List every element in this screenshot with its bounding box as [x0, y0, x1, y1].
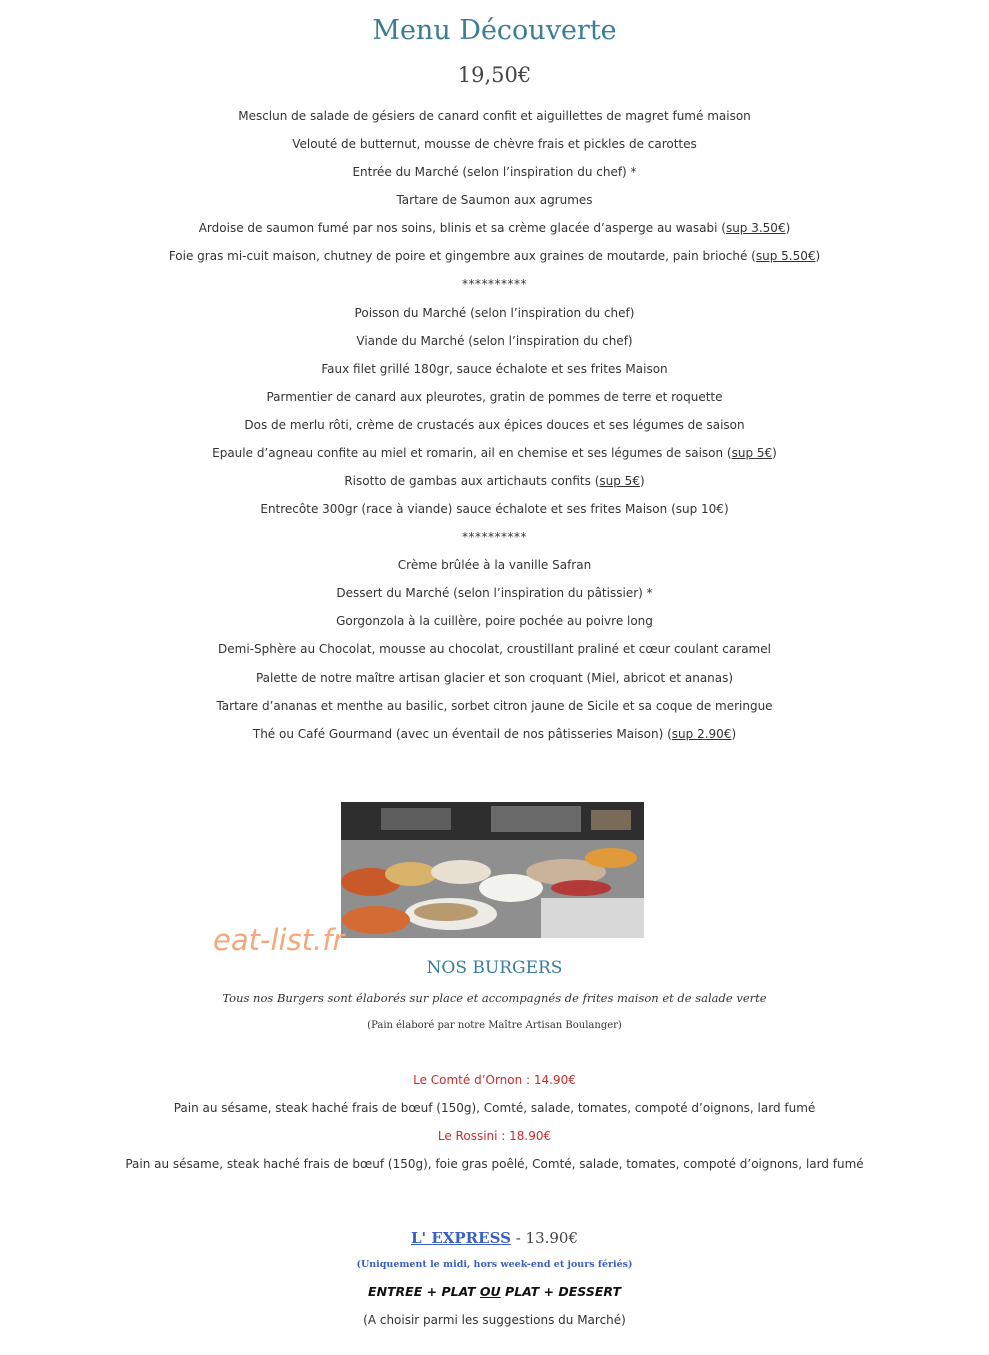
express-link[interactable]: L' EXPRESS — [410, 1229, 511, 1247]
menu-item-text: ********** — [462, 530, 527, 545]
express-choice-note: (A choisir parmi les suggestions du Marché) — [363, 1313, 626, 1327]
menu-item — [0, 607, 989, 635]
menu-item-text: Demi-Sphère au Chocolat, mousse au chocolat, croustillant praliné et cœur coulant caramel — [218, 642, 771, 657]
menu-item-text: Epaule d’agneau confite au miel et romarin, ail en chemise et ses légumes de saison ( — [212, 445, 732, 460]
menu-item — [0, 635, 989, 663]
menu-item-text: Entrée du Marché (selon l’inspiration du chef) * — [352, 165, 637, 180]
menu-item — [0, 383, 989, 411]
menu-item-text: Faux filet grillé 180gr, sauce échalote et ses frites Maison — [321, 361, 668, 376]
menu-item — [0, 664, 989, 692]
menu-item-text: ********** — [462, 277, 527, 292]
express-note: (Uniquement le midi, hors week-end et jours fériés) — [356, 1259, 633, 1270]
menu-item — [0, 439, 989, 467]
menu-item-text: Risotto de gambas aux artichauts confits ( — [344, 474, 600, 489]
menu-item-text: Ardoise de saumon fumé par nos soins, blinis et sa crème glacée d’asperge au wasabi ( — [198, 221, 726, 236]
express-heading — [0, 1226, 989, 1250]
menu-item — [0, 355, 989, 383]
burger-description: Pain au sésame, steak haché frais de bœuf (150g), foie gras poêlé, Comté, salade, tomates, compoté d’oignons, lard fumé — [125, 1157, 864, 1171]
express-price: - 13.90€ — [510, 1229, 579, 1247]
bread-note: (Pain élaboré par notre Maître Artisan Boulanger) — [367, 1020, 622, 1031]
menu-item-text: Tartare d’ananas et menthe au basilic, sorbet citron jaune de Sicile et sa coque de meringue — [216, 698, 773, 713]
menu-item — [0, 720, 989, 748]
menu-item — [0, 158, 989, 186]
menu-item-text: Foie gras mi-cuit maison, chutney de poire et gingembre aux graines de moutarde, pain brioché ( — [168, 249, 756, 264]
menu-item-text: Thé ou Café Gourmand (avec un éventail de nos pâtisseries Maison) ( — [252, 726, 672, 741]
formula-or: OU — [479, 1284, 501, 1299]
menu-item-text: Crème brûlée à la vanille Safran — [397, 558, 592, 573]
menu-item — [0, 579, 989, 607]
menu-item — [0, 327, 989, 355]
buffet-photo — [341, 802, 644, 938]
supplement-close: ) — [772, 445, 777, 460]
menu-item-text: Gorgonzola à la cuillère, poire pochée au poivre long — [336, 614, 653, 629]
menu-item — [0, 299, 989, 327]
supplement-close: ) — [639, 474, 645, 489]
menu-item — [0, 214, 989, 242]
menu-item-text: Viande du Marché (selon l’inspiration du chef) — [356, 333, 633, 348]
menu-price: 19,50€ — [457, 63, 532, 87]
menu-item — [0, 411, 989, 439]
menu-item — [0, 692, 989, 720]
menu-title: Menu Découverte — [372, 15, 617, 46]
menu-item-text: Palette de notre maître artisan glacier et son croquant (Miel, abricot et ananas) — [255, 670, 734, 685]
buffet-image — [341, 802, 644, 938]
burgers-note: Tous nos Burgers sont élaborés sur place et accompagnés de frites maison et de salade verte — [222, 991, 767, 1005]
supplement-close: ) — [815, 249, 821, 264]
menu-item-text: Poisson du Marché (selon l’inspiration du chef) — [354, 305, 635, 320]
menu-item-text: Entrecôte 300gr (race à viande) sauce échalote et ses frites Maison (sup 10€) — [260, 502, 729, 517]
menu-list — [0, 102, 989, 748]
menu-item — [0, 242, 989, 270]
menu-item — [0, 130, 989, 158]
menu-separator — [0, 523, 989, 551]
supplement-price: sup 5.50€ — [755, 249, 816, 264]
menu-item-text: Parmentier de canard aux pleurotes, gratin de pommes de terre et roquette — [266, 389, 723, 404]
menu-item — [0, 186, 989, 214]
formula-part-a: ENTREE + PLAT — [368, 1284, 480, 1299]
supplement-close: ) — [785, 221, 791, 236]
menu-item-text: Tartare de Saumon aux agrumes — [396, 193, 593, 208]
formula-part-b: PLAT + DESSERT — [500, 1284, 621, 1299]
menu-item-text: Velouté de butternut, mousse de chèvre frais et pickles de carottes — [292, 137, 697, 152]
menu-item-text: Mesclun de salade de gésiers de canard confit et aiguillettes de magret fumé maison — [238, 109, 751, 123]
burger-name: Le Rossini : 18.90€ — [437, 1129, 552, 1143]
supplement-price: sup 5€ — [599, 474, 640, 489]
watermark: eat-list.fr — [213, 923, 345, 957]
burgers-title: NOS BURGERS — [426, 958, 563, 978]
menu-item — [0, 495, 989, 523]
burger-description: Pain au sésame, steak haché frais de bœuf (150g), Comté, salade, tomates, compoté d’oignons, lard fumé — [173, 1101, 816, 1115]
supplement-close: ) — [731, 726, 737, 741]
menu-item-text: Dessert du Marché (selon l’inspiration du pâtissier) * — [336, 586, 653, 601]
menu-item-text: Dos de merlu rôti, crème de crustacés aux épices douces et ses légumes de saison — [244, 417, 745, 432]
menu-item — [0, 102, 989, 130]
supplement-price: sup 2.90€ — [671, 726, 732, 741]
supplement-price: sup 3.50€ — [725, 221, 786, 236]
express-formula — [0, 1281, 989, 1303]
menu-separator — [0, 270, 989, 298]
menu-item — [0, 551, 989, 579]
burger-name: Le Comté d’Ornon : 14.90€ — [413, 1073, 576, 1087]
supplement-price: sup 5€ — [731, 445, 773, 460]
menu-item — [0, 467, 989, 495]
